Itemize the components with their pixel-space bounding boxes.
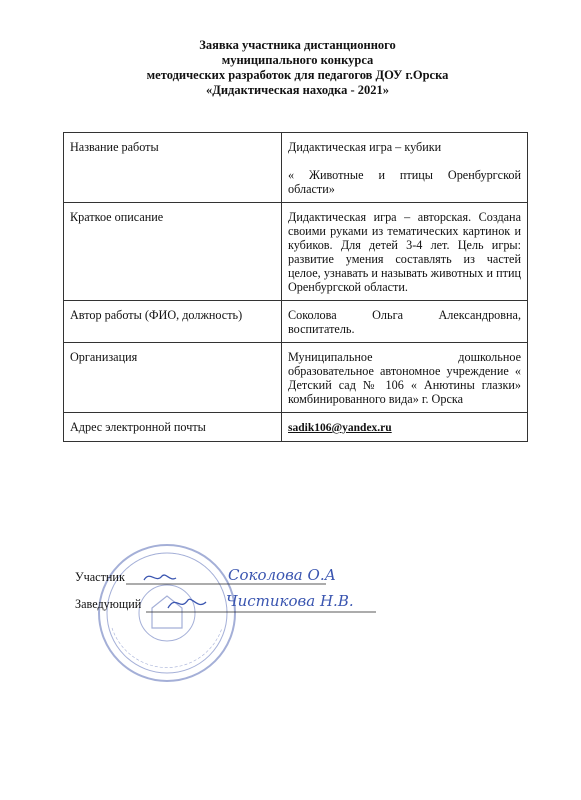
row-value-organization: Муниципальное дошкольное образовательное автономное учреждение « Детский сад № 106 « Анютины глазки» комбинированного вида» г. Орска bbox=[282, 343, 528, 413]
application-table bbox=[63, 132, 528, 442]
row-label-description: Краткое описание bbox=[64, 203, 282, 301]
table-row bbox=[64, 343, 528, 413]
row-value-email bbox=[282, 413, 528, 442]
participant-name: Соколова О.А bbox=[228, 566, 336, 584]
row-label-email: Адрес электронной почты bbox=[64, 413, 282, 442]
work-name-line-1: Дидактическая игра – кубики bbox=[288, 140, 442, 154]
table-row bbox=[64, 203, 528, 301]
title-line-3: методических разработок для педагогов ДОУ г.Орска bbox=[146, 68, 449, 82]
document-title bbox=[40, 38, 555, 98]
row-label-author: Автор работы (ФИО, должность) bbox=[64, 301, 282, 343]
table-row bbox=[64, 133, 528, 203]
table-row bbox=[64, 413, 528, 442]
title-line-2: муниципального конкурса bbox=[221, 53, 374, 67]
row-value-author: Соколова Ольга Александровна, воспитатель. bbox=[282, 301, 528, 343]
table-row bbox=[64, 301, 528, 343]
participant-label: Участник bbox=[75, 570, 125, 584]
row-value-description: Дидактическая игра – авторская. Создана своими руками из тематических картинок и кубиков. Для детей 3-4 лет. Цель игры: развитие умения составлять из частей целое, узнавать и называть животных и птиц Оренбургской области. bbox=[282, 203, 528, 301]
work-name-line-2: « Животные и птицы Оренбургской области» bbox=[288, 168, 521, 196]
row-value-name bbox=[282, 133, 528, 203]
head-name: Чистикова Н.В. bbox=[226, 592, 354, 610]
row-label-name: Название работы bbox=[64, 133, 282, 203]
title-line-4: «Дидактическая находка - 2021» bbox=[206, 83, 389, 97]
head-label: Заведующий bbox=[75, 597, 142, 611]
row-label-organization: Организация bbox=[64, 343, 282, 413]
email-link[interactable]: sadik106@yandex.ru bbox=[288, 422, 392, 434]
title-line-1: Заявка участника дистанционного bbox=[199, 38, 396, 52]
